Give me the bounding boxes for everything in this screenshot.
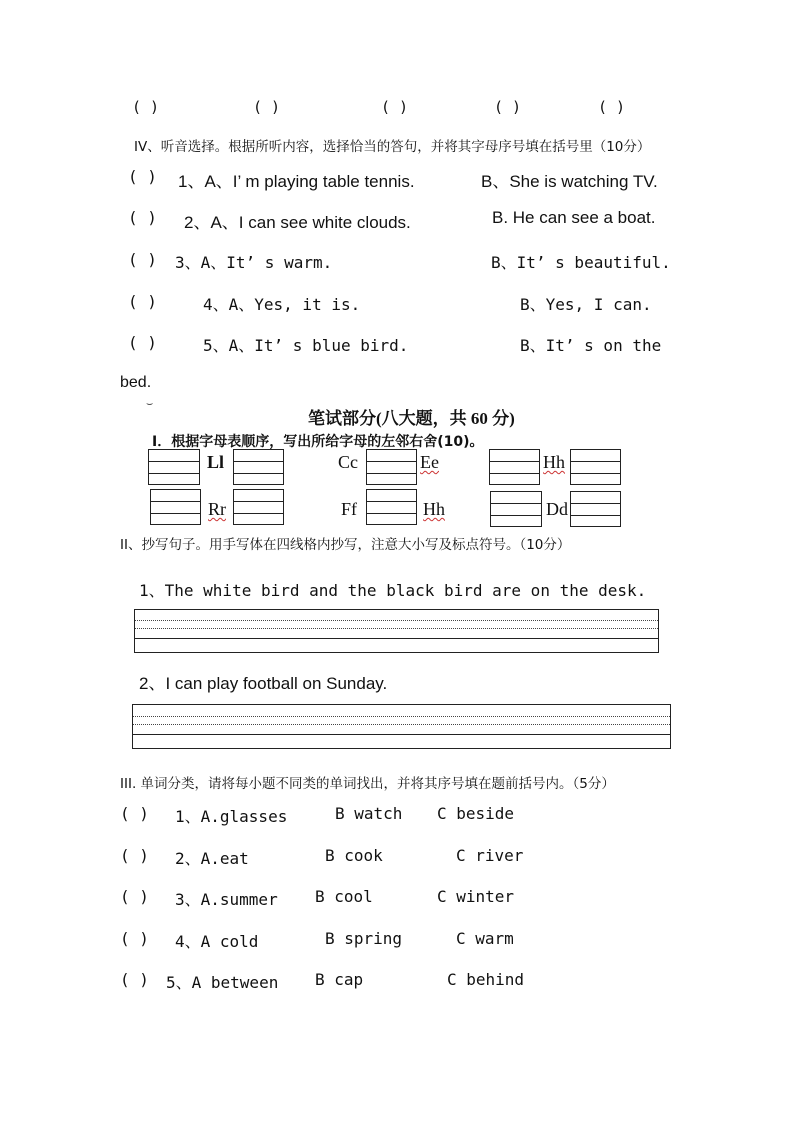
iv-q1-option-a: 1、A、I’ m playing table tennis. [178,172,415,191]
iii-q1-option-a: 1、A.glasses [175,807,288,826]
iv-q4-paren[interactable]: ( ) [128,292,157,311]
iii-q4-paren[interactable]: ( ) [120,929,149,948]
iii-q3-paren[interactable]: ( ) [120,887,149,906]
letter-box-before-rr[interactable] [150,489,201,525]
iii-q4-option-a: 4、A cold [175,932,259,951]
iv-q3-option-b: B、It’ s beautiful. [491,253,671,272]
letter-box-after-dd[interactable] [570,491,621,527]
iv-q5-wrap: bed. [120,374,152,391]
iv-q5-option-a: 5、A、It’ s blue bird. [203,336,409,355]
letter-hh-row2: Hh [423,499,445,519]
iii-q2-option-c: C river [456,846,524,865]
iii-q1-paren[interactable]: ( ) [120,804,149,823]
answer-paren-1[interactable]: ( ) [132,98,160,116]
letter-cc: Cc [338,452,358,472]
iv-q5-paren[interactable]: ( ) [128,333,157,352]
iii-q3-option-a: 3、A.summer [175,890,278,909]
letter-box-between-cc-ee[interactable] [366,449,417,485]
section-iv-header: IV、听音选择。根据所听内容，选择恰当的答句，并将其字母序号填在括号里（10分） [134,139,651,155]
iii-q5-paren[interactable]: ( ) [120,970,149,989]
iv-q2-paren[interactable]: ( ) [128,208,157,227]
iv-q3-paren[interactable]: ( ) [128,250,157,269]
answer-paren-4[interactable]: ( ) [494,98,522,116]
iii-q2-option-a: 2、A.eat [175,849,249,868]
iii-q1-option-c: C beside [437,804,515,823]
iii-q5-option-c: C behind [447,970,525,989]
letter-box-after-rr[interactable] [233,489,284,525]
section-iii-header: III. 单词分类，请将每小题不同类的单词找出，并将其序号填在题前括号内。（5分） [120,776,615,792]
letter-box-before-ll[interactable] [148,449,200,485]
iv-q4-option-a: 4、A、Yes, it is. [203,295,361,314]
iii-q5-option-b: B cap [315,970,364,989]
four-line-grid-2[interactable] [132,704,671,749]
iv-q4-option-b: B、Yes, I can. [520,295,652,314]
letter-ff: Ff [341,499,358,519]
answer-paren-5[interactable]: ( ) [598,98,626,116]
letter-rr: Rr [208,499,226,519]
copy-sentence-1: 1、The white bird and the black bird are on the desk. [139,581,647,600]
letter-box-before-hh[interactable] [489,449,540,485]
letter-ee: Ee [420,452,439,472]
iii-q1-option-b: B watch [335,804,403,823]
letter-box-after-hh[interactable] [570,449,621,485]
iii-q5-option-a: 5、A between [166,973,279,992]
iii-q2-option-b: B cook [325,846,383,865]
letter-box-before-dd[interactable] [490,491,542,527]
iv-q5-option-b: B、It’ s on the [520,336,662,355]
section-i-header: I．根据字母表顺序，写出所给字母的左邻右舍(10)。 [152,434,484,450]
iii-q2-paren[interactable]: ( ) [120,846,149,865]
answer-paren-3[interactable]: ( ) [381,98,409,116]
written-part-title: 笔试部分(八大题，共 60 分) [308,409,515,428]
iii-q3-option-b: B cool [315,887,373,906]
letter-dd: Dd [546,499,568,519]
letter-box-after-ll[interactable] [233,449,284,485]
letter-box-between-ff-hh[interactable] [366,489,417,525]
tick-mark: ⌣ [146,397,154,410]
iv-q2-option-b: B. He can see a boat. [492,208,656,227]
iii-q4-option-c: C warm [456,929,514,948]
copy-sentence-2: 2、I can play football on Sunday. [139,674,388,693]
iii-q3-option-c: C winter [437,887,515,906]
answer-paren-2[interactable]: ( ) [253,98,281,116]
iv-q2-option-a: 2、A、I can see white clouds. [184,213,411,232]
iv-q1-option-b: B、She is watching TV. [481,172,658,191]
iv-q1-paren[interactable]: ( ) [128,167,157,186]
section-ii-header: II、抄写句子。用手写体在四线格内抄写，注意大小写及标点符号。（10分） [120,537,571,553]
iv-q3-option-a: 3、A、It’ s warm. [175,253,333,272]
letter-ll: Ll [207,452,225,472]
four-line-grid-1[interactable] [134,609,659,653]
iii-q4-option-b: B spring [325,929,403,948]
letter-hh-row1: Hh [543,452,565,472]
